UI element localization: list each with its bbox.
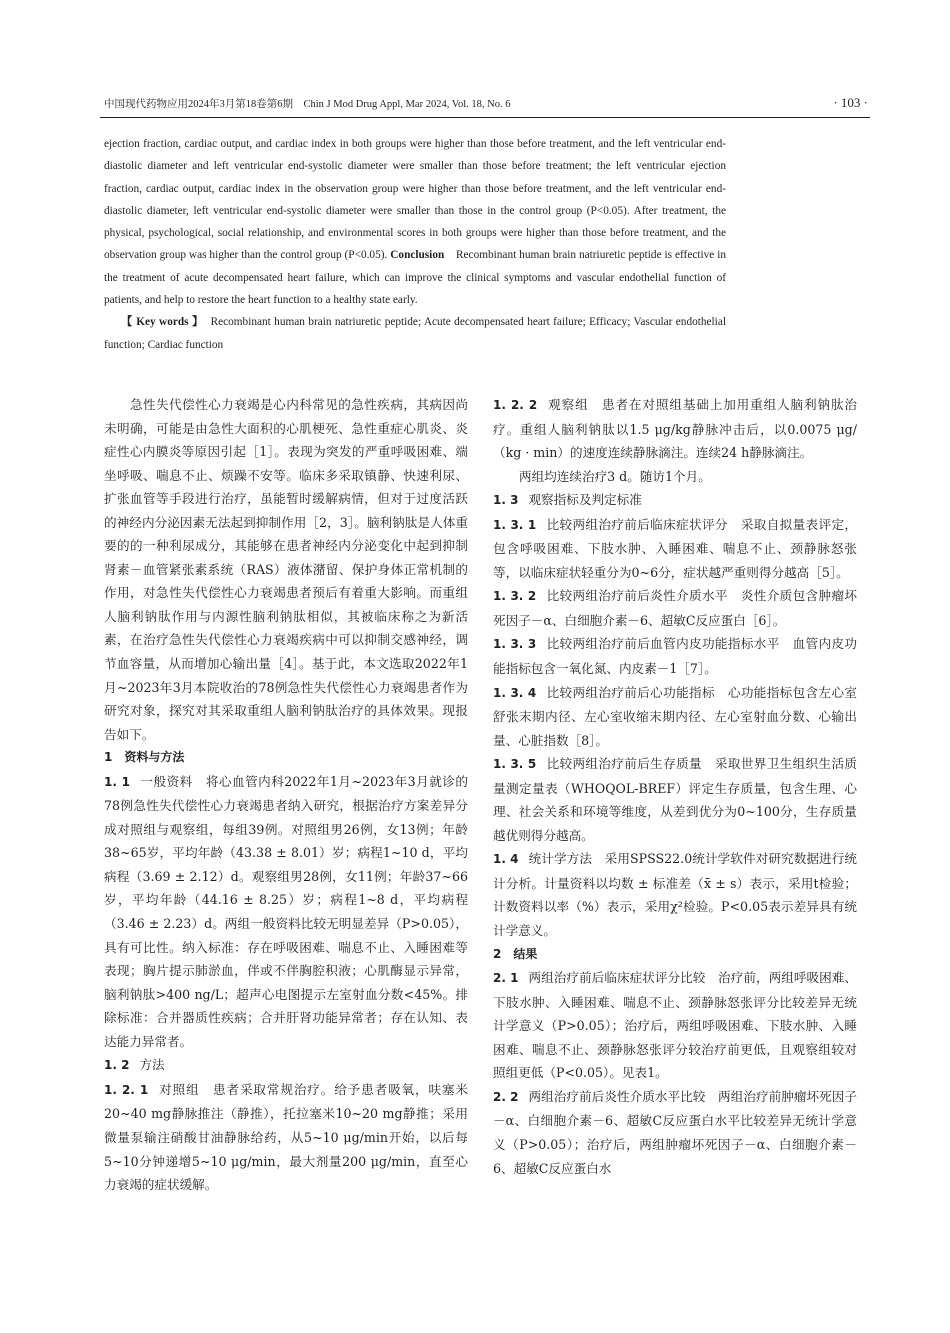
section-1-2-1: 1. 2. 1 对照组 患者采取常规治疗。给予患者吸氧，呋塞米20~40 mg静脉推注（静推），托拉塞米10~20 mg静推；采用微量泵输注硝酸甘油静脉给药，从5~10 μg/min开始，以后每5~10分钟递增5~10 μg/min，最大剂量200 μg/min，直至心力衰竭的症状缓解。 (104, 1081, 469, 1193)
section-2-2: 2. 2 两组治疗前后炎性介质水平比较 两组治疗前肿瘤坏死因子－α、白细胞介素－6、超敏C反应蛋白水平比较差异无统计学意义（P>0.05）；治疗后，两组肿瘤坏死因子－α、白细胞介素－6、超敏C反应蛋白水 (493, 1088, 858, 1176)
section-1-3-1: 1. 3. 1 比较两组治疗前后临床症状评分 采取自拟量表评定，包含呼吸困难、下肢水肿、入睡困难、喘息不止、颈静脉怒张等，以临床症状轻重分为0~6分，症状越严重则得分越高［5］。 (493, 516, 857, 580)
abstract-body (104, 133, 726, 311)
section-1-3-2: 1. 3. 2 比较两组治疗前后炎性介质水平 炎性介质包含肿瘤坏死因子－α、白细胞介素－6、超敏C反应蛋白［6］。 (493, 588, 857, 628)
treatment-course: 两组均连续治疗3 d。随访1个月。 (519, 468, 711, 484)
header-rule (100, 117, 870, 118)
page-number: · 103 · (833, 95, 868, 110)
english-abstract (104, 133, 726, 356)
section-1-3-5: 1. 3. 5 比较两组治疗前后生存质量 采取世界卫生组织生活质量测定量表（WHOQOL-BREF）评定生存质量，包含生理、心理、社会关系和环境等维度，从差到优分为0~100分，生存质量越优则得分越高。 (493, 756, 857, 843)
keywords (104, 311, 726, 356)
right-column (493, 393, 857, 1180)
left-column (104, 393, 468, 1197)
section-1-1: 1. 1 一般资料 将心血管内科2022年1月~2023年3月就诊的78例急性失代偿性心力衰竭患者纳入研究，根据治疗方案差异分成对照组与观察组，每组39例。对照组男26例，女13例；年龄38~65岁，平均年龄（43.38 ± 8.01）岁；病程1~10 d，平均病程（3.69 ± 2.12）d。观察组男28例，女11例；年龄37~66岁，平均年龄（44.16 ± 8.25）岁；病程1~8 d，平均病程（3.46 ± 2.23）d。两组一般资料比较无明显差异（P>0.05），具有可比性。纳入标准：存在呼吸困难、喘息不止、入睡困难等表现；胸片提示肺淤血，伴或不伴胸腔积液；心肌酶显示异常，脑利钠肽>400 ng/L；超声心电图提示左室射血分数<45%。排除标准：合并器质性疾病；合并肝肾功能异常者；存在认知、表达能力异常者。 (104, 773, 469, 1049)
conclusion-text: Recombinant human brain natriuretic peptide is effective in the treatment of acute decompensated heart failure, which can improve the clinical symptoms and vascular endothelial function of patients, and help to restore the heart function to a healthy state early. (104, 249, 727, 307)
section-1-4: 1. 4 统计学方法 采用SPSS22.0统计学软件对研究数据进行统计分析。计量资料以均数 ± 标准差（x̄ ± s）表示，采用t检验；计数资料以率（%）表示，采用χ²检验。P<0.05表示差异具有统计学意义。 (493, 851, 857, 939)
section-1-title: 1 资料与方法 (104, 750, 185, 765)
abstract-results: ejection fraction, cardiac output, and cardiac index in both groups were higher than those before treatment, and the left ventricular end-diastolic diameter and left ventricular end-systolic diameter were smaller than those before treatment; the left ventricular ejection fraction, cardiac output, cardiac index in the observation group were higher than those before treatment, and the left ventricular end-diastolic diameter, left ventricular end-systolic diameter were smaller than those in the control group (P<0.05). After treatment, the physical, psychological, social relationship, and environmental scores in both groups were higher than those before treatment, and the observation group was higher than the control group (P<0.05). (104, 138, 726, 262)
section-1-2: 1. 2 方法 (104, 1057, 165, 1073)
section-2-title: 2 结果 (493, 946, 538, 961)
keywords-label: 【 Key words 】 (121, 316, 204, 329)
section-1-3-4: 1. 3. 4 比较两组治疗前后心功能指标 心功能指标包含左心室舒张末期内径、左心室收缩末期内径、左心室射血分数、心输出量、心脏指数［8］。 (493, 684, 857, 748)
section-1-3: 1. 3 观察指标及判定标准 (493, 492, 642, 508)
keywords-text: Recombinant human brain natriuretic peptide; Acute decompensated heart failure; Efficacy; Vascular endothelial function; Cardiac function (104, 316, 726, 351)
section-1-3-3: 1. 3. 3 比较两组治疗前后血管内皮功能指标水平 血管内皮功能指标包含一氧化氮、内皮素－1［7］。 (493, 636, 857, 677)
section-2-1: 2. 1 两组治疗前后临床症状评分比较 治疗前，两组呼吸困难、下肢水肿、入睡困难、喘息不止、颈静脉怒张评分比较差异无统计学意义（P>0.05）；治疗后，两组呼吸困难、下肢水肿、入睡困难、喘息不止、颈静脉怒张评分较治疗前更低，且观察组较对照组更低（P<0.05）。见表1。 (493, 970, 858, 1081)
conclusion-label: Conclusion (390, 249, 445, 262)
section-1-2-2: 1. 2. 2 观察组 患者在对照组基础上加用重组人脑利钠肽治疗。重组人脑利钠肽以1.5 μg/kg静脉冲击后，以0.0075 μg/（kg · min）的速度连续静脉滴注。连续24 h静脉滴注。 (493, 397, 858, 461)
running-header: 中国现代药物应用2024年3月第18卷第6期 Chin J Mod Drug Appl, Mar 2024, Vol. 18, No. 6 (104, 99, 511, 110)
intro-paragraph: 急性失代偿性心力衰竭是心内科常见的急性疾病，其病因尚未明确，可能是由急性大面积的心肌梗死、急性重症心肌炎、炎症性心内膜炎等原因引起［1］。表现为突发的严重呼吸困难、端坐呼吸、喘息不止、烦躁不安等。临床多采取镇静、快速利尿、扩张血管等手段进行治疗，虽能暂时缓解病情，但对于过度活跃的神经内分泌因素无法起到抑制作用［2，3］。脑利钠肽是人体重要的的一种利尿成分，其能够在患者神经内分泌变化中起到抑制肾素－血管紧张素系统（RAS）液体潴留、保护身体正常机制的作用，对急性失代偿性心力衰竭患者预后有着重大影响。而重组人脑利钠肽作用与内源性脑利钠肽相似，其被临床称之为新活素，在治疗急性失代偿性心力衰竭疾病中可以抑制交感神经，调节血容量，从而增加心输出量［4］。基于此，本文选取2022年1月~2023年3月本院收治的78例急性失代偿性心力衰竭患者作为研究对象，探究对其采取重组人脑利钠肽治疗的具体效果。现报告如下。 (104, 397, 468, 742)
